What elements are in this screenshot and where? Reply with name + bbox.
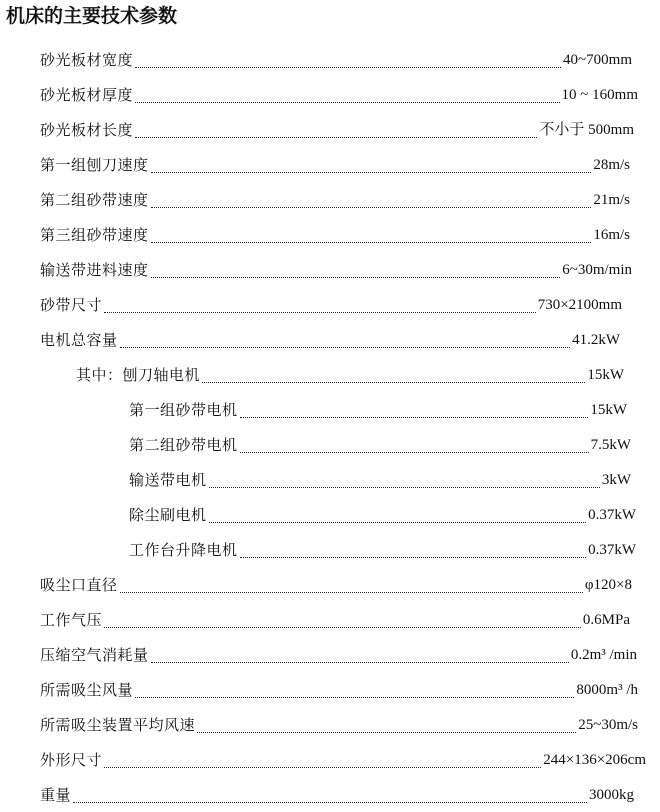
dot-leader — [238, 428, 591, 462]
spec-value: 41.2kW — [572, 332, 620, 348]
spec-row-thickness — [40, 78, 638, 112]
spec-label: 除尘刷电机 — [129, 506, 207, 524]
dot-leader — [102, 288, 538, 322]
spec-value: 28m/s — [593, 157, 630, 173]
spec-row-belt-size — [40, 288, 622, 322]
spec-value: 21m/s — [593, 192, 630, 208]
spec-label: 所需吸尘装置平均风速 — [40, 716, 196, 734]
dot-leader — [118, 568, 585, 602]
spec-value: 15kW — [587, 367, 624, 383]
dot-leader — [200, 358, 587, 392]
spec-row-brush-motor — [129, 498, 636, 532]
spec-row-belt1-motor — [129, 393, 627, 427]
spec-row-dust-air-speed — [40, 708, 638, 742]
dot-leader — [238, 393, 591, 427]
dot-leader — [102, 603, 583, 637]
spec-label: 砂光板材厚度 — [40, 86, 134, 104]
spec-row-dust-port — [40, 568, 632, 602]
spec-label: 第三组砂带速度 — [40, 226, 149, 244]
spec-value: 6~30m/min — [562, 262, 632, 278]
spec-row-dimensions — [40, 743, 646, 777]
spec-prefix: 其中： — [76, 366, 123, 384]
dot-leader — [149, 638, 571, 672]
spec-label: 工作气压 — [40, 611, 103, 629]
spec-value: 0.37kW — [588, 542, 636, 558]
dot-leader — [238, 533, 589, 567]
spec-row-total-power — [40, 323, 620, 357]
spec-value: 16m/s — [593, 227, 630, 243]
dot-leader — [133, 673, 576, 707]
spec-label: 输送带进料速度 — [40, 261, 149, 279]
spec-label: 电机总容量 — [40, 331, 118, 349]
spec-row-feed-speed — [40, 253, 632, 287]
spec-label: 砂光板材长度 — [40, 121, 134, 139]
spec-value: 0.6MPa — [582, 612, 630, 628]
spec-value: 730×2100mm — [537, 297, 622, 313]
spec-label: 第二组砂带电机 — [129, 436, 238, 454]
dot-leader — [195, 708, 578, 742]
spec-value: 0.37kW — [588, 507, 636, 523]
dot-leader — [133, 43, 563, 77]
spec-row-conveyor-motor — [129, 463, 631, 497]
spec-value: 3000kg — [589, 787, 634, 803]
dot-leader — [71, 778, 589, 812]
spec-label: 第二组砂带速度 — [40, 191, 149, 209]
dot-leader — [149, 148, 594, 182]
spec-row-planer-motor — [76, 358, 624, 392]
spec-label: 所需吸尘风量 — [40, 681, 134, 699]
spec-row-length — [40, 113, 634, 147]
spec-value: 7.5kW — [590, 437, 631, 453]
spec-row-width — [40, 43, 632, 77]
spec-value: 8000m³ /h — [576, 682, 638, 698]
spec-label: 工作台升降电机 — [129, 541, 238, 559]
spec-value: 40~700mm — [563, 52, 632, 68]
dot-leader — [102, 743, 543, 777]
spec-label: 吸尘口直径 — [40, 576, 118, 594]
spec-label: 重量 — [40, 786, 72, 804]
spec-row-belt3-speed — [40, 218, 630, 252]
spec-label: 砂光板材宽度 — [40, 51, 134, 69]
dot-leader — [149, 218, 594, 252]
spec-label: 第一组砂带电机 — [129, 401, 238, 419]
spec-row-air-consumption — [40, 638, 637, 672]
spec-value: 25~30m/s — [578, 717, 638, 733]
dot-leader — [149, 253, 563, 287]
spec-label: 砂带尺寸 — [40, 296, 103, 314]
dot-leader — [133, 113, 539, 147]
spec-value: 0.2m³ /min — [570, 647, 637, 663]
dot-leader — [207, 463, 602, 497]
spec-label: 外形尺寸 — [40, 751, 103, 769]
spec-value: 不小于 500mm — [539, 122, 634, 138]
spec-row-dust-air-volume — [40, 673, 638, 707]
spec-label: 第一组刨刀速度 — [40, 156, 149, 174]
spec-label: 输送带电机 — [129, 471, 207, 489]
spec-value: φ120×8 — [584, 577, 632, 593]
spec-row-table-lift-motor — [129, 533, 636, 567]
dot-leader — [118, 323, 573, 357]
spec-row-belt2-speed — [40, 183, 630, 217]
page-title: 机床的主要技术参数 — [6, 5, 178, 27]
spec-value: 244×136×206cm — [543, 752, 646, 768]
spec-label: 刨刀轴电机 — [122, 366, 201, 384]
dot-leader — [207, 498, 589, 532]
spec-row-weight — [40, 778, 634, 812]
spec-row-planer-speed — [40, 148, 630, 182]
dot-leader — [133, 78, 562, 112]
spec-value: 15kW — [590, 402, 627, 418]
spec-label: 压缩空气消耗量 — [40, 646, 149, 664]
spec-value: 3kW — [601, 472, 631, 488]
spec-row-air-pressure — [40, 603, 630, 637]
spec-value: 10 ~ 160mm — [561, 87, 638, 103]
spec-row-belt2-motor — [129, 428, 631, 462]
dot-leader — [149, 183, 594, 217]
